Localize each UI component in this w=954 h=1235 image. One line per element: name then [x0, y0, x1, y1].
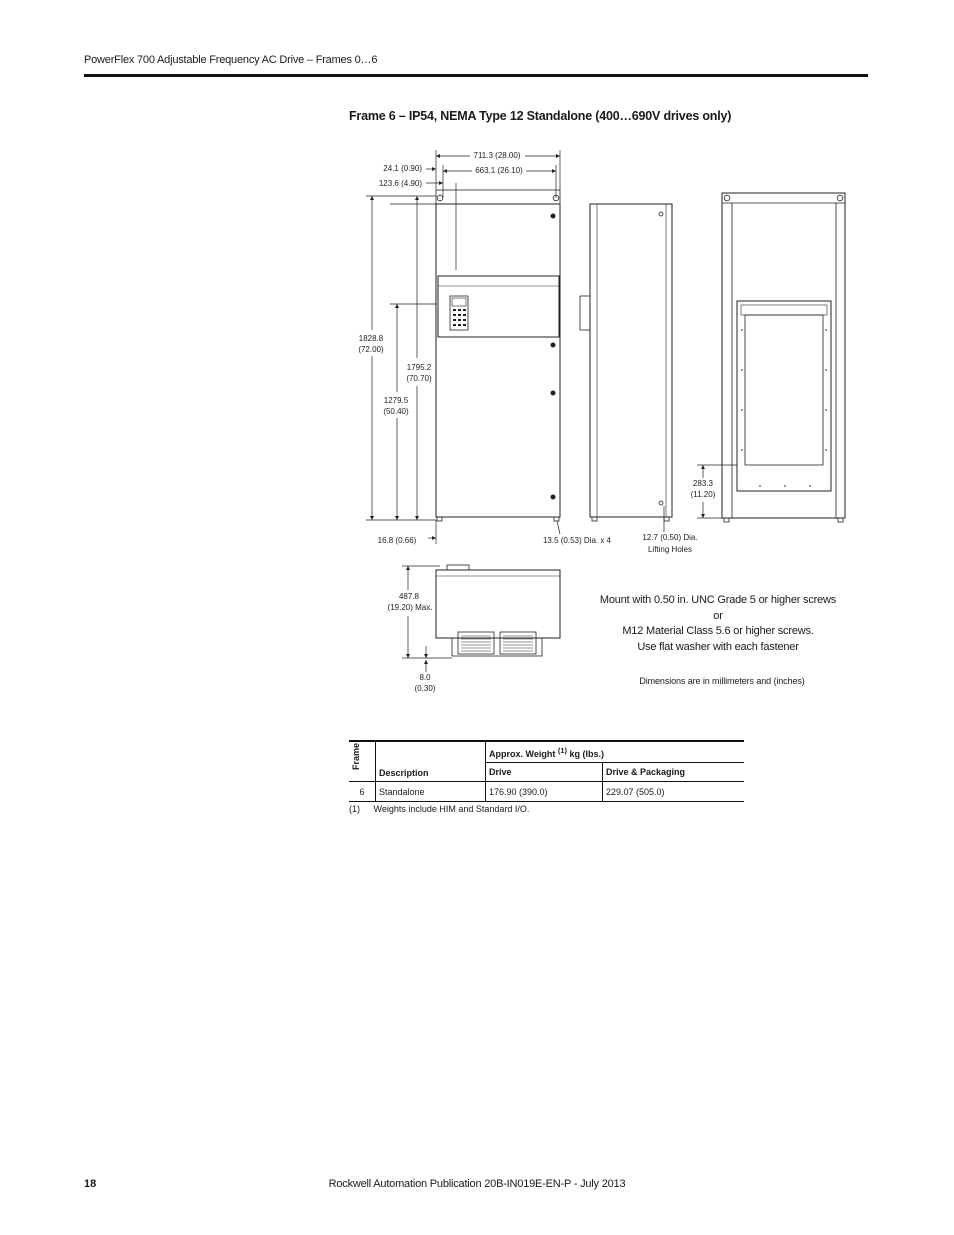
figure-title: Frame 6 – IP54, NEMA Type 12 Standalone (400…690V drives only) [349, 109, 732, 123]
approx-weight-header: Approx. Weight $^{(1)}$ kg (lbs.) [486, 741, 745, 763]
mount-note [598, 593, 838, 655]
side-view [580, 204, 672, 532]
dim-foot-holes: 13.5 (0.53) Dia. x 4 [542, 536, 612, 545]
cell-description: Standalone [376, 782, 486, 802]
table-row [349, 782, 744, 802]
dim-width-holes: 663.1 (26.10) [475, 166, 523, 175]
footnote-number: (1) [349, 804, 360, 814]
drive-header: Drive [486, 763, 603, 782]
dim-width-overall: 711.3 (28.00) [473, 151, 521, 160]
dim-height-mid-mm: 1795.2 [406, 363, 432, 372]
weights-table [349, 740, 744, 802]
dim-offset-small: 24.1 (0.90) [383, 164, 422, 173]
dim-height-mid-in: (70.70) [406, 374, 432, 383]
back-view [722, 193, 845, 522]
dim-clearance-mm: 8.0 [419, 673, 431, 682]
page-number: 18 [84, 1178, 97, 1190]
mount-note-line: or [713, 609, 723, 622]
front-view [436, 190, 560, 521]
dim-depth-mm: 487.8 [398, 592, 420, 601]
frame-header: Frame [349, 741, 376, 782]
dim-height-total-mm: 1828.8 [358, 334, 384, 343]
mount-note-line: Use flat washer with each fastener [637, 640, 799, 653]
cell-frame: 6 [359, 786, 365, 797]
units-note: Dimensions are in millimeters and (inches) [639, 676, 805, 686]
front-dimensions [366, 150, 560, 544]
description-header: Description [376, 741, 486, 782]
running-head: PowerFlex 700 Adjustable Frequency AC Drive – Frames 0…6 [84, 54, 378, 66]
mount-note-line: Mount with 0.50 in. UNC Grade 5 or higher screws [599, 594, 837, 606]
cell-drive: 176.90 (390.0) [486, 782, 603, 802]
dim-depth-in: (19.20) Max. [387, 603, 433, 612]
footnote-text: Weights include HIM and Standard I/O. [373, 804, 530, 814]
dim-height-hmi-mm: 1279.5 [383, 396, 409, 405]
dim-back-height-mm: 283.3 [692, 479, 714, 488]
dim-height-total-in: (72.00) [358, 345, 384, 354]
top-dimensions [402, 566, 452, 672]
footnote-ref: (1) [557, 745, 568, 755]
publication-footer: Rockwell Automation Publication 20B-IN019E-EN-P - July 2013 [328, 1178, 626, 1190]
dim-height-hmi-in: (50.40) [383, 407, 409, 416]
dim-offset-large: 123.6 (4.90) [378, 179, 422, 188]
dim-lifting-holes-1: 12.7 (0.50) Dia. [642, 533, 698, 542]
dim-back-height-in: (11.20) [690, 490, 716, 499]
dim-clearance-in: (0.30) [414, 684, 436, 693]
top-view [436, 565, 560, 656]
drive-packaging-header: Drive & Packaging [603, 763, 745, 782]
table-footnote [349, 804, 529, 814]
dim-base-offset: 16.8 (0.66) [377, 536, 417, 545]
cell-drive-packaging: 229.07 (505.0) [603, 782, 745, 802]
mount-note-line: M12 Material Class 5.6 or higher screws. [622, 625, 814, 637]
dim-lifting-holes-2: Lifting Holes [647, 545, 693, 554]
